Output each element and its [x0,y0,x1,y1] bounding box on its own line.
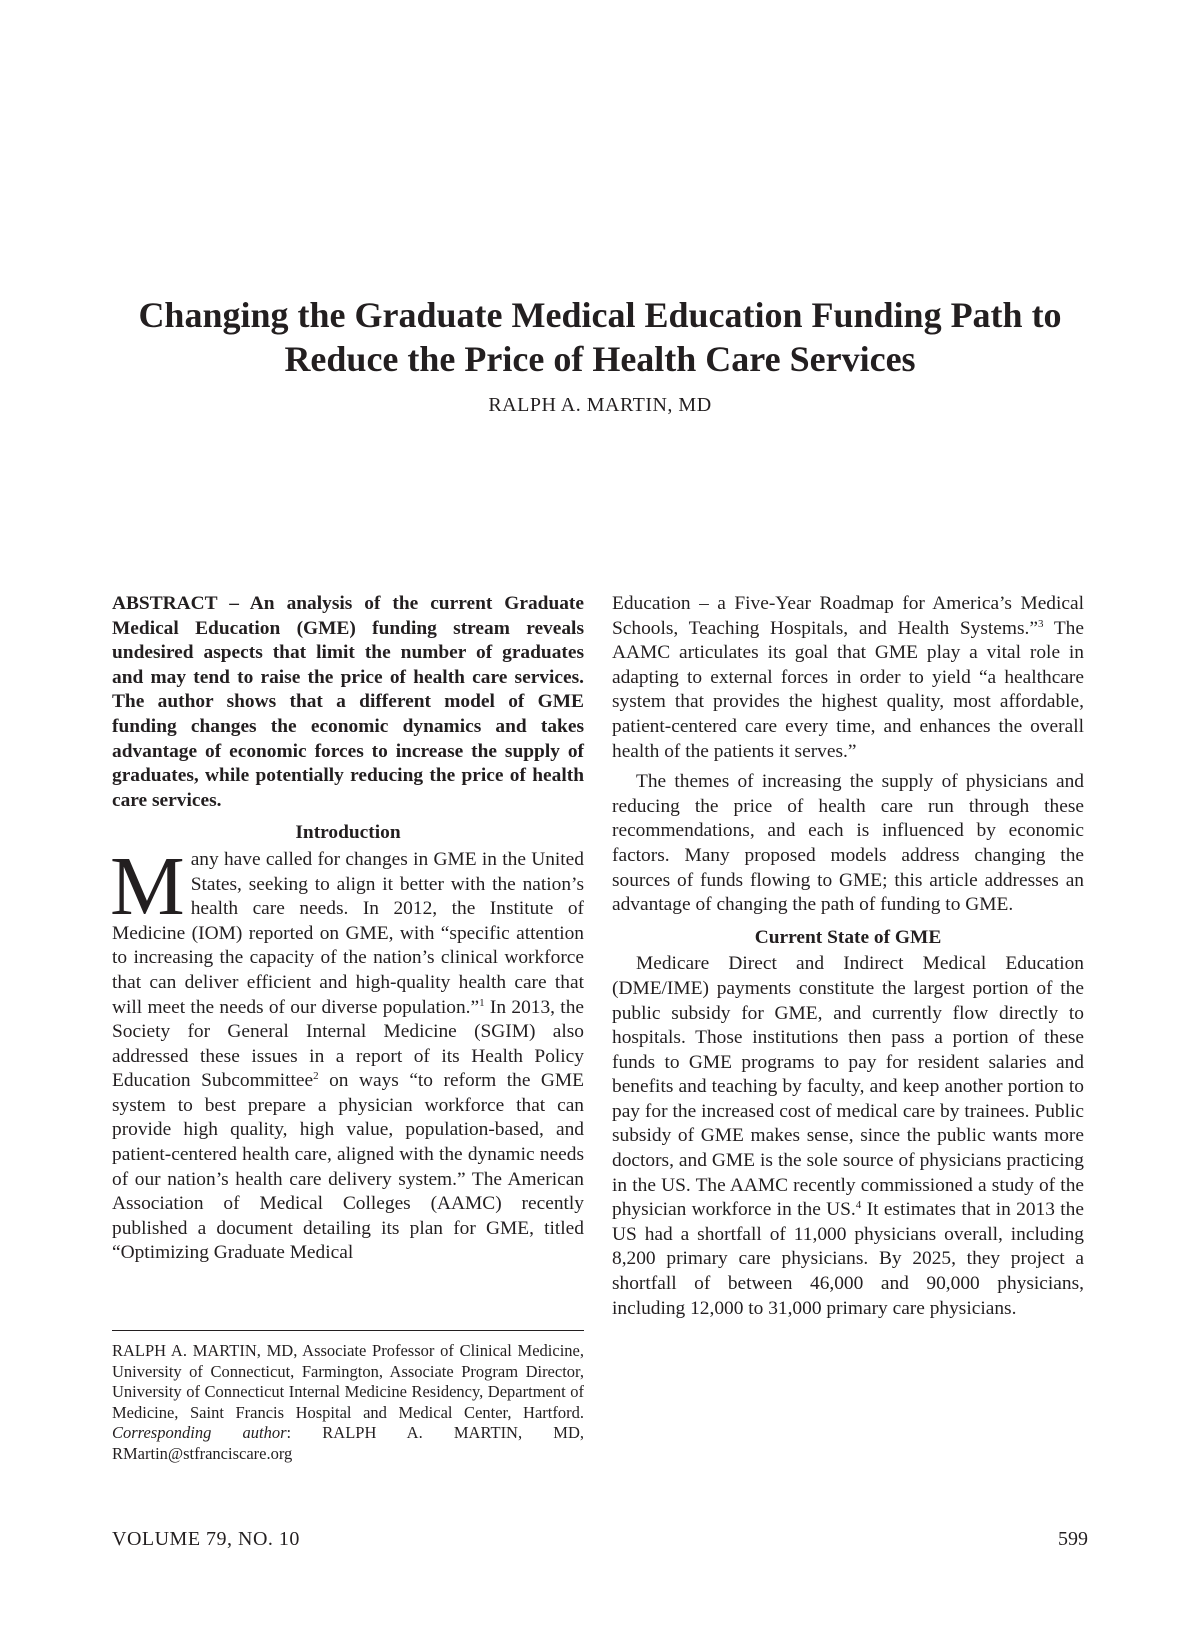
author-footnote [112,1330,584,1464]
article-title [60,293,1140,381]
introduction-heading: Introduction [295,822,401,844]
continued-paragraph [612,592,1084,764]
introduction-paragraph [110,839,584,1266]
title-line-1: Changing the Graduate Medical Education Funding Path to [138,295,1062,335]
title-line-2: Reduce the Price of Health Care Services [284,339,916,379]
current-text-part-2: It estimates that in 2013 the US had a shortfall of 11,000 physicians overall, including 8,200 primary care physicians. By 2025, they project a shortfall of between 46,000 and 90,000 physicians, including 12,000 to 31,000 primary care physicians. [612,1199,1084,1319]
page-number: 599 [1058,1528,1088,1550]
current-state-paragraph [612,952,1084,1321]
continued-text-part-2: The AAMC articulates its goal that GME play a vital role in adapting to external forces in order to yield “a healthcare system that provides the highest quality, most affordable, patient-centered care every time, and enhances the overall health of the patients it serves.” [612,617,1084,762]
intro-text-part-2: In 2013, the Society for General Internal Medicine (SGIM) also addressed these issues in a report of its Health Policy Education Subcommittee [112,996,584,1092]
footnote-affiliation: RALPH A. MARTIN, MD, Associate Professor of Clinical Medicine, University of Connecticut, Farmington, Associate Program Director, University of Connecticut Internal Medicine Residency, Department of Medicine, Saint Francis Hospital and Medical Center, Hartford. [112,1341,584,1422]
intro-text-part-1: any have called for changes in GME in the United States, seeking to align it better with the nation’s health care needs. In 2012, the Institute of Medicine (IOM) reported on GME, with “specific attention to increasing the capacity of the nation’s clinical workforce that can deliver efficient and high-quality health care that will meet the needs of our diverse population.” [112,848,584,1018]
abstract: ABSTRACT – An analysis of the current Graduate Medical Education (GME) funding stream reveals undesired aspects that limit the number of graduates and may tend to raise the price of health care services. The author shows that a different model of GME funding changes the economic dynamics and takes advantage of economic forces to increase the supply of graduates, while potentially reducing the price of health care services. [112,593,584,811]
reference-2: 2 [313,1070,319,1083]
right-column [612,592,1084,1321]
author-byline: RALPH A. MARTIN, MD [488,394,712,416]
continued-text-part-1: Education – a Five-Year Roadmap for America’s Medical Schools, Teaching Hospitals, and Health Systems.” [612,593,1084,639]
current-state-heading: Current State of GME [754,926,942,948]
left-column [112,592,584,1266]
reference-3: 3 [1038,617,1044,630]
reference-1: 1 [479,996,485,1009]
reference-4: 4 [855,1199,862,1212]
intro-text-part-3: on ways “to reform the GME system to best prepare a physician workforce that can provide high quality, high value, population-based, and patient-centered health care, aligned with the dynamic needs of our nation’s health care delivery system.” The American Association of Medical Colleges (AAMC) recently published a document detailing its plan for GME, titled “Optimizing Graduate Medical [112,1070,584,1264]
current-text-part-1: Medicare Direct and Indirect Medical Education (DME/IME) payments constitute the largest portion of the public subsidy for GME, and currently flow directly to hospitals. Those institutions then pass a portion of these funds to GME programs to pay for resident salaries and benefits and teaching by faculty, and keep another portion to pay for the increased cost of medical care by trainees. Public subsidy of GME makes sense, since the public wants more doctors, and GME is the sole source of physicians practicing in the US. The AAMC recently commissioned a study of the physician workforce in the US. [612,953,1084,1221]
corresponding-author-label: Corresponding author [112,1423,287,1442]
corresponding-author-contact: : RALPH A. MARTIN, MD, RMartin@stfranciscare.org [112,1423,584,1463]
themes-paragraph: The themes of increasing the supply of physicians and reducing the price of health care run through these recommendations, and each is influenced by economic factors. Many proposed models address changing the sources of funds flowing to GME; this article addresses an advantage of changing the path of funding to GME. [612,771,1084,916]
volume-number: VOLUME 79, NO. 10 [112,1528,300,1550]
drop-cap: M [110,839,185,933]
